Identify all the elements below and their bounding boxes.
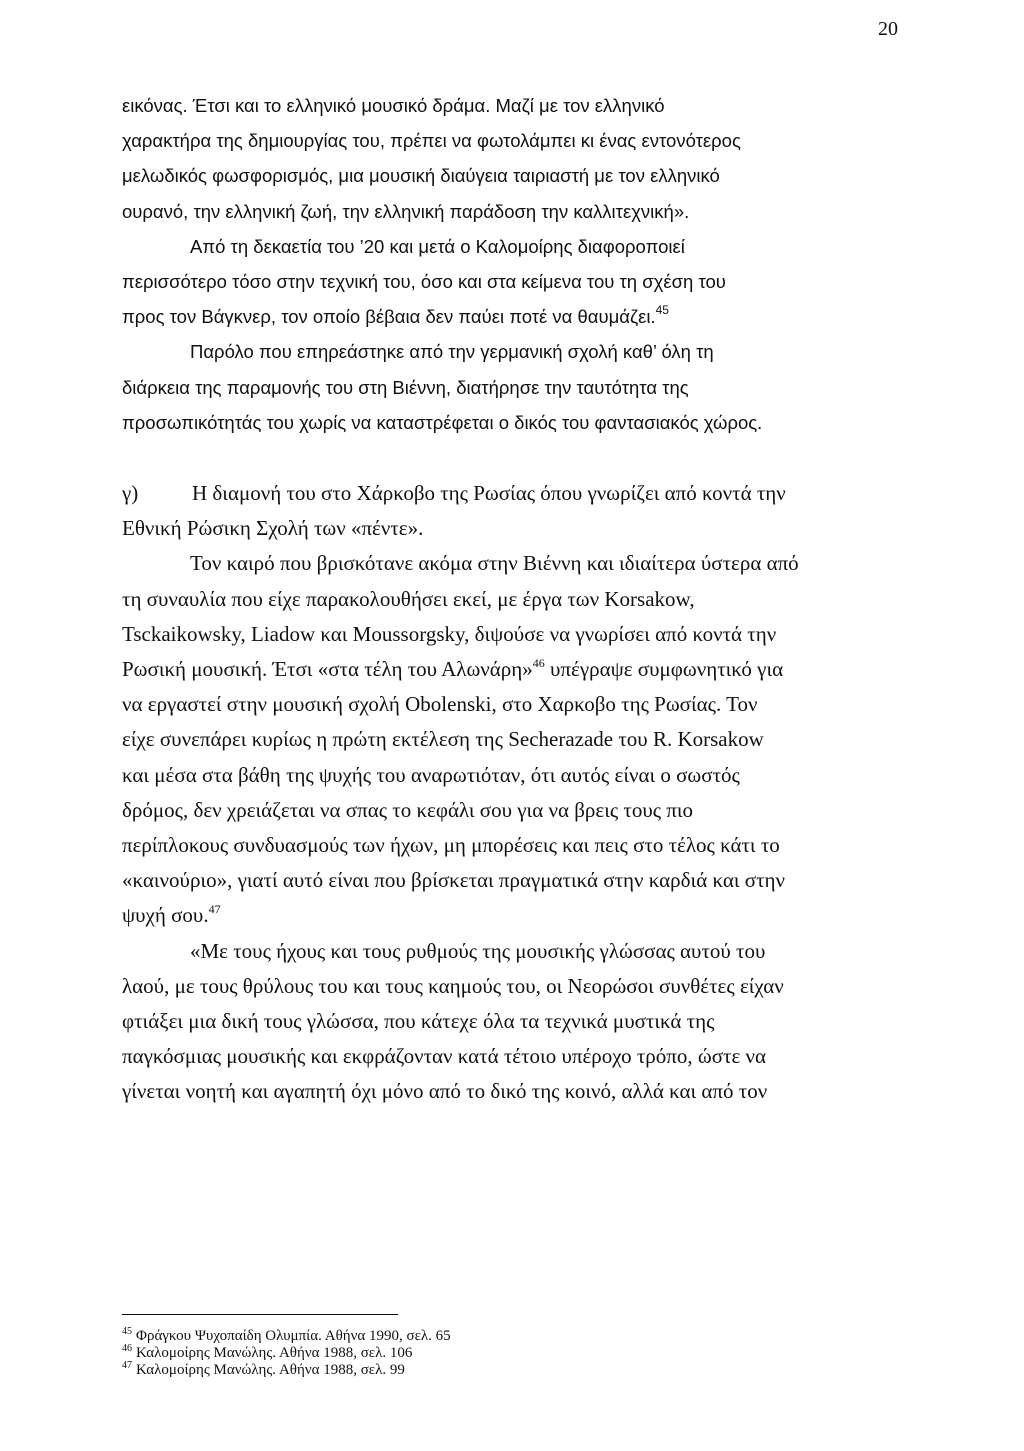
paragraph-3-line-2: διάρκεια της παραμονής του στη Βιέννη, διατήρησε την ταυτότητα της bbox=[122, 376, 689, 398]
paragraph-5-line-3: φτιάξει μια δική τους γλώσσα, που κάτεχε όλα τα τεχνικά μυστικά της bbox=[122, 1009, 715, 1034]
footnote-number: 45 bbox=[122, 1326, 132, 1337]
paragraph-4-line-2: τη συναυλία που είχε παρακολουθήσει εκεί, με έργα των Korsakow, bbox=[122, 586, 695, 611]
footnote-ref-47: 47 bbox=[208, 902, 221, 917]
paragraph-4-line-4a: Ρωσική μουσική. Έτσι «στα τέλη του Αλωνάρη» bbox=[122, 657, 533, 682]
paragraph-3-line-1: Παρόλο που επηρεάστηκε από την γερμανική σχολή καθ’ όλη τη bbox=[190, 341, 714, 363]
footnote-ref-46: 46 bbox=[532, 656, 545, 671]
paragraph-4-line-11 bbox=[122, 898, 884, 933]
paragraph-5-line-1: «Με τους ήχους και τους ρυθμούς της μουσικής γλώσσας αυτού του bbox=[190, 938, 766, 963]
footnote-number: 46 bbox=[122, 1343, 132, 1354]
paragraph-4-line-3: Tsckaikowsky, Liadow και Moussorgsky, διψούσε να γνωρίσει από κοντά την bbox=[122, 621, 777, 646]
paragraph-4-line-11-text: ψυχή σου. bbox=[122, 903, 209, 928]
section-gamma-line-1: Η διαμονή του στο Χάρκοβο της Ρωσίας όπου γνωρίζει από κοντά την bbox=[192, 481, 786, 506]
paragraph-1-line-3: μελωδικός φωσφορισμός, μια μουσική διαύγεια ταιριαστή με τον ελληνικό bbox=[122, 165, 720, 187]
paragraph-4-line-1: Τον καιρό που βρισκότανε ακόμα στην Βιέννη και ιδιαίτερα ύστερα από bbox=[190, 551, 799, 576]
paragraph-2-line-3-text: προς τον Βάγκνερ, τον οποίο βέβαια δεν παύει ποτέ να θαυμάζει. bbox=[122, 306, 656, 328]
paragraph-4-line-4b: υπέγραψε συμφωνητικό για bbox=[544, 657, 784, 682]
paragraph-1-line-4: ουρανό, την ελληνική ζωή, την ελληνική παράδοση την καλλιτεχνική». bbox=[122, 200, 690, 222]
paragraph-4-line-5: να εργαστεί στην μουσική σχολή Obolenski, στο Χαρκοβο της Ρωσίας. Τον bbox=[122, 692, 758, 717]
body-text bbox=[122, 88, 884, 1110]
section-gamma-line-2: Εθνική Ρώσικη Σχολή των «πέντε». bbox=[122, 516, 424, 541]
paragraph-3-line-3: προσωπικότητάς του χωρίς να καταστρέφεται ο δικός του φαντασιακός χώρος. bbox=[122, 411, 763, 433]
footnote-ref-45: 45 bbox=[655, 303, 669, 318]
paragraph-5-line-5: γίνεται νοητή και αγαπητή όχι μόνο από το δικό της κοινό, αλλά και από τον bbox=[122, 1079, 768, 1104]
paragraph-5-line-2: λαού, με τους θρύλους του και τους καημούς του, οι Νεορώσοι συνθέτες είχαν bbox=[122, 973, 784, 998]
paragraph-2-line-1: Από τη δεκαετία του ’20 και μετά ο Καλομοίρης διαφοροποιεί bbox=[190, 235, 685, 257]
page-number: 20 bbox=[878, 18, 898, 40]
footnote-46 bbox=[122, 1345, 451, 1362]
footnote-number: 47 bbox=[122, 1360, 132, 1371]
section-gamma-marker: γ) bbox=[122, 481, 139, 506]
paragraph-1-line-1: εικόνας. Έτσι και το ελληνικό μουσικό δράμα. Μαζί με τον ελληνικό bbox=[122, 95, 665, 116]
paragraph-4-line-7: και μέσα στα βάθη της ψυχής του αναρωτιόταν, ότι αυτός είναι ο σωστός bbox=[122, 762, 740, 787]
paragraph-4-line-4 bbox=[122, 652, 884, 687]
paragraph-4-line-9: περίπλοκους συνδυασμούς των ήχων, μη μπορέσεις και πεις στο τέλος κάτι το bbox=[122, 833, 780, 858]
paragraph-2-line-2: περισσότερο τόσο στην τεχνική του, όσο και στα κείμενα του τη σχέση του bbox=[122, 271, 726, 293]
section-gamma-heading bbox=[122, 476, 884, 511]
footnote-47 bbox=[122, 1362, 451, 1379]
footnotes bbox=[122, 1328, 451, 1379]
footnote-45 bbox=[122, 1328, 451, 1345]
paragraph-4-line-10: «καινούριο», γιατί αυτό είναι που βρίσκεται πραγματικά στην καρδιά και στην bbox=[122, 868, 785, 893]
footnote-text: Καλομοίρης Μανώλης. Αθήνα 1988, σελ. 106 bbox=[136, 1345, 413, 1361]
paragraph-4-line-8: δρόμος, δεν χρειάζεται να σπας το κεφάλι σου για να βρεις τους πιο bbox=[122, 797, 694, 822]
paragraph-5-line-4: παγκόσμιας μουσικής και εκφράζονταν κατά τέτοιο υπέροχο τρόπο, ώστε να bbox=[122, 1044, 767, 1069]
paragraph-2-line-3 bbox=[122, 299, 884, 334]
footnote-text: Φράγκου Ψυχοπαίδη Ολυμπία. Αθήνα 1990, σελ. 65 bbox=[136, 1328, 451, 1344]
section-gap bbox=[122, 440, 884, 476]
footnote-separator bbox=[122, 1314, 398, 1315]
paragraph-1-line-2: χαρακτήρα της δημιουργίας του, πρέπει να φωτολάμπει κι ένας εντονότερος bbox=[122, 130, 741, 152]
paragraph-4-line-6: είχε συνεπάρει κυρίως η πρώτη εκτέλεση της Secherazade του R. Korsakow bbox=[122, 727, 764, 752]
footnote-text: Καλομοίρης Μανώλης. Αθήνα 1988, σελ. 99 bbox=[136, 1362, 405, 1378]
